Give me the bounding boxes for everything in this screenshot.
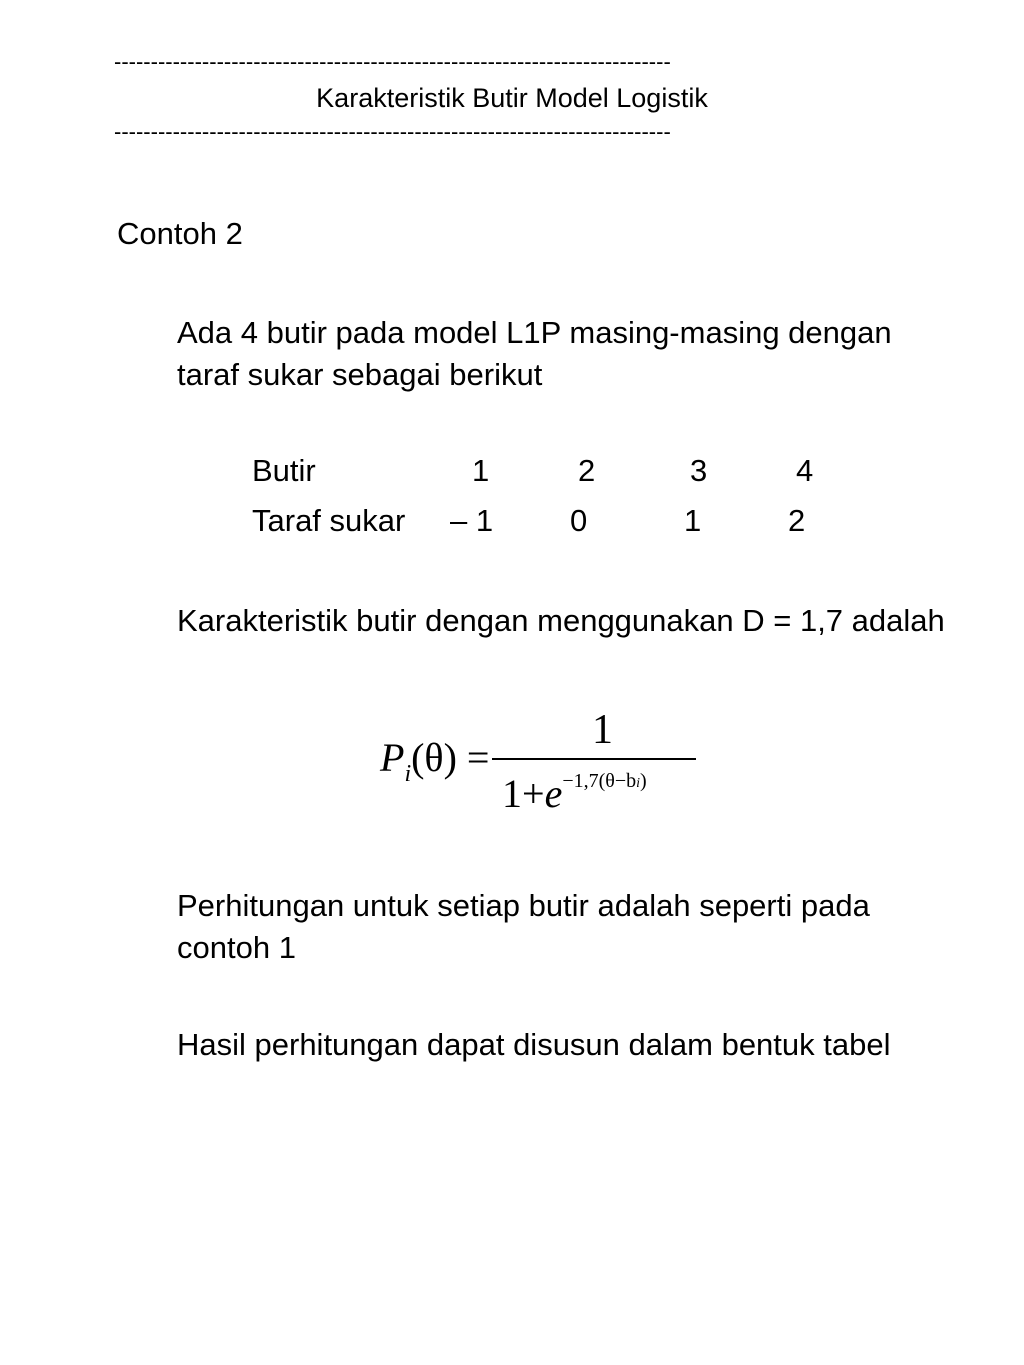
section-title: Contoh 2 bbox=[117, 216, 243, 251]
table-cell: 1 bbox=[684, 503, 702, 538]
page-header-title: Karakteristik Butir Model Logistik bbox=[316, 83, 708, 113]
formula-lhs bbox=[380, 734, 490, 787]
table-row-butir bbox=[0, 453, 1024, 489]
table-cell: 4 bbox=[796, 453, 814, 488]
row-label: Butir bbox=[252, 453, 316, 488]
denominator-e: e bbox=[544, 771, 563, 816]
table-cell: 1 bbox=[472, 453, 490, 488]
header-bottom-rule: ---------------------------------------------------------------------------- bbox=[114, 120, 671, 144]
denominator-base: 1+ bbox=[502, 771, 545, 816]
logistic-formula bbox=[380, 707, 710, 822]
calculation-paragraph: Perhitungan untuk setiap butir adalah seperti pada contoh 1 bbox=[177, 888, 870, 965]
formula-numerator: 1 bbox=[592, 707, 613, 753]
table-cell: – 1 bbox=[450, 503, 494, 538]
formula-exponent: −1,7(θ−bi) bbox=[562, 769, 647, 792]
formula-arg: (θ) = bbox=[411, 735, 490, 780]
result-paragraph: Hasil perhitungan dapat disusun dalam bentuk tabel bbox=[177, 1027, 891, 1062]
intro-paragraph: Ada 4 butir pada model L1P masing-masing dengan taraf sukar sebagai berikut bbox=[177, 315, 892, 392]
formula-p: P bbox=[380, 735, 405, 780]
row-label: Taraf sukar bbox=[252, 503, 406, 538]
table-cell: 2 bbox=[788, 503, 806, 538]
formula-denominator bbox=[502, 770, 647, 817]
formula-p-sub: i bbox=[404, 761, 412, 787]
fraction-bar bbox=[492, 758, 696, 760]
header-top-rule: ---------------------------------------------------------------------------- bbox=[114, 50, 671, 74]
table-row-taraf-sukar bbox=[0, 503, 1024, 539]
table-cell: 2 bbox=[578, 453, 596, 488]
table-cell: 0 bbox=[570, 503, 588, 538]
table-cell: 3 bbox=[690, 453, 708, 488]
characteristic-paragraph: Karakteristik butir dengan menggunakan D = 1,7 adalah bbox=[177, 603, 945, 638]
